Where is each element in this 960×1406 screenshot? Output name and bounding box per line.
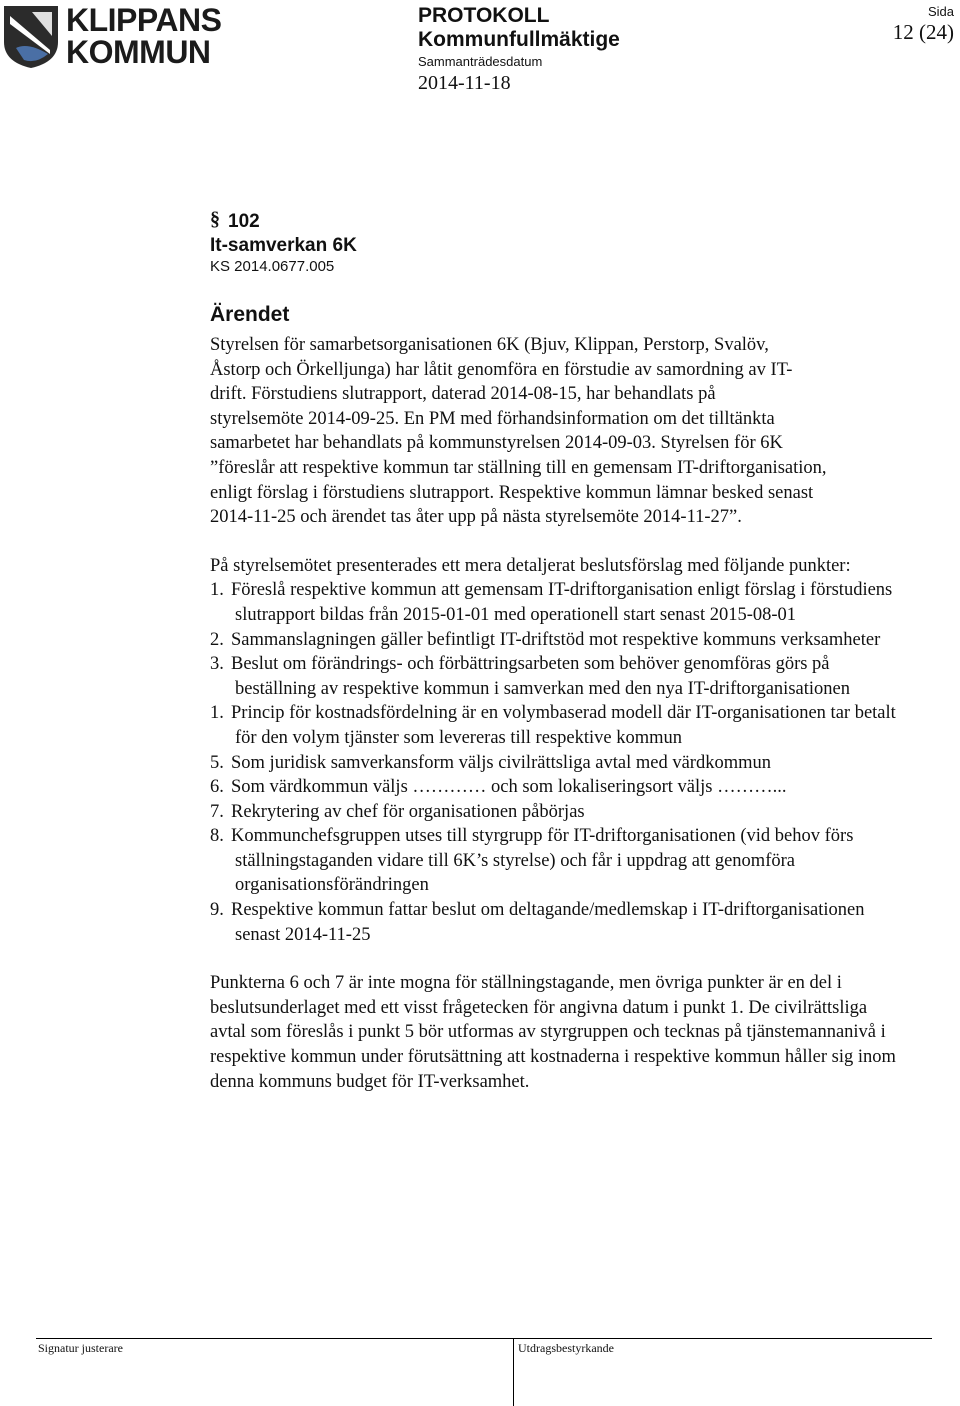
list-item: 2. Sammanslagningen gäller befintligt IT-driftstöd mot respektive kommuns verksamheter <box>210 629 881 650</box>
document-type: PROTOKOLL <box>418 4 550 27</box>
list-item: 7. Rekrytering av chef för organisationen påbörjas <box>210 801 585 822</box>
list-item: 1. Princip för kostnadsfördelning är en volymbaserad modell där IT-organisationen tar betalt för den volym tjänster som levereras till respektive kommun <box>210 703 896 748</box>
intro-paragraph <box>210 333 926 530</box>
section-title: It-samverkan 6K <box>210 235 357 256</box>
meeting-date: 2014-11-18 <box>418 72 511 94</box>
section-heading <box>210 210 357 276</box>
list-item: 5. Som juridisk samverkansform väljs civilrättsliga avtal med värdkommun <box>210 752 771 773</box>
logo-emblem-icon <box>2 2 62 70</box>
list-item: 1. Föreslå respektive kommun att gemensam IT-driftorganisation enligt förslag i förstudiens slutrapport bildas från 2015-01-01 med operationell start senast 2015-08-01 <box>210 580 893 625</box>
intro-line: Åstorp och Örkelljunga) har låtit genomföra en förstudie av samordning av IT- <box>210 359 793 380</box>
case-number: KS 2014.0677.005 <box>210 258 335 275</box>
meeting-body: Kommunfullmäktige <box>418 28 620 51</box>
proposal-points-list <box>210 578 900 947</box>
logo-wordmark: KLIPPANS KOMMUN <box>66 2 222 70</box>
intro-line: ”föreslår att respektive kommun tar ställning till en gemensam IT-driftorganisation, <box>210 457 827 478</box>
body-content <box>210 333 926 1094</box>
section-sign: § <box>210 208 220 230</box>
list-item: 9. Respektive kommun fattar beslut om deltagande/medlemskap i IT-driftorganisationen senast 2014-11-25 <box>210 900 865 945</box>
proposal-intro: På styrelsemötet presenterades ett mera detaljerat beslutsförslag med följande punkter: <box>210 555 851 576</box>
document-header <box>418 4 620 96</box>
intro-line: drift. Förstudiens slutrapport, daterad 2014-08-15, har behandlats på <box>210 384 716 405</box>
intro-line: Styrelsen för samarbetsorganisationen 6K (Bjuv, Klippan, Perstorp, Svalöv, <box>210 335 769 355</box>
footer-divider <box>513 1338 514 1406</box>
section-number: 102 <box>228 211 260 232</box>
list-item: 8. Kommunchefsgruppen utses till styrgrupp för IT-driftorganisationen (vid behov förs ställningstaganden vidare till 6K’s styrelse) och får i uppdrag att genomföra organisationsförändringen <box>210 826 854 896</box>
klippans-kommun-logo <box>2 2 222 72</box>
page-number: 12 (24) <box>892 20 954 44</box>
footer-rule <box>36 1338 932 1339</box>
signature-label: Signatur justerare <box>38 1341 123 1355</box>
extract-label: Utdragsbestyrkande <box>518 1341 614 1355</box>
date-label: Sammanträdesdatum <box>418 54 543 69</box>
intro-line: samarbetet har behandlats på kommunstyrelsen 2014-09-03. Styrelsen för 6K <box>210 433 783 454</box>
list-item: 3. Beslut om förändrings- och förbättringsarbeten som behöver genomföras görs på beställning av respektive kommun i samverkan med den nya IT-driftorganisationen <box>210 654 850 699</box>
conclusion-paragraph: Punkterna 6 och 7 är inte mogna för ställningstagande, men övriga punkter är en del i beslutsunderlaget med ett visst frågetecken för angivna datum i punkt 1. De civilrättsliga avtal som föreslås i punkt 5 bör utformas av styrgruppen och tecknas på tjänstemannanivå i respektive kommun under förutsättning att kostnaderna i respektive kommun håller sig inom denna kommuns budget för IT-verksamhet. <box>210 973 896 1092</box>
arendet-heading: Ärendet <box>210 303 290 326</box>
intro-line: styrelsemöte 2014-09-25. En PM med förhandsinformation om det tilltänkta <box>210 408 775 429</box>
page-label: Sida <box>927 4 954 19</box>
list-item: 6. Som värdkommun väljs ………… och som lokaliseringsort väljs ………... <box>210 777 787 798</box>
intro-line: 2014-11-25 och ärendet tas åter upp på nästa styrelsemöte 2014-11-27”. <box>210 507 742 528</box>
intro-line: enligt förslag i förstudiens slutrapport. Respektive kommun lämnar besked senast <box>210 482 814 503</box>
